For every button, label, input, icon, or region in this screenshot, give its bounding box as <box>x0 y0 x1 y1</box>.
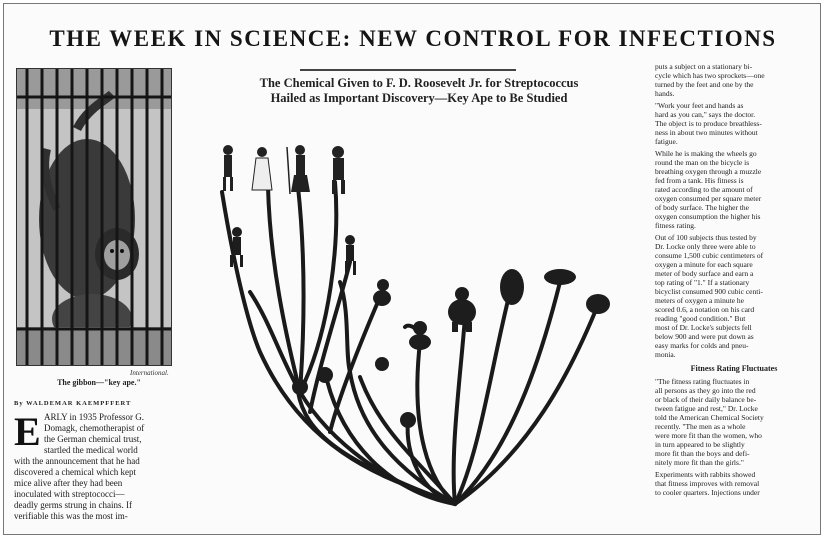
article-line: all persons as they go into the red <box>655 386 756 395</box>
article-line: reading "good condition." But <box>655 314 746 323</box>
article-line: monia. <box>655 350 676 359</box>
tree-branch <box>298 187 304 392</box>
intro-line: mice alive after they had been <box>14 478 123 488</box>
article-line: meter of body surface and earn a <box>655 269 754 278</box>
article-line: tween fatigue and rest," Dr. Locke <box>655 404 758 413</box>
article-line: recently. "The men as a whole <box>655 422 746 431</box>
article-line: that fitness improves with removal <box>655 479 760 488</box>
article-line: bicyclist consumed 900 cubic centi- <box>655 287 763 296</box>
evolution-tree-illustration <box>190 132 650 510</box>
article-line: nitely more fit than the girls." <box>655 458 744 467</box>
intro-line: discovered a chemical which kept <box>14 467 136 477</box>
article-line: consume 1,500 cubic centimeters of <box>655 251 764 260</box>
intro-line: startled the medical world <box>44 445 138 455</box>
drop-cap: E <box>14 409 41 454</box>
article-line: of body surface. The higher the <box>655 203 749 212</box>
article-line: scored 0.6, a notation on his card <box>655 305 755 314</box>
article-line: easy marks for colds and pneu- <box>655 341 749 350</box>
byline: By WALDEMAR KAEMPFFERT <box>14 400 132 407</box>
article-line: below 900 and were put down as <box>655 332 754 341</box>
article-line: oxygen consumed per square meter <box>655 194 762 203</box>
article-line: fed from a tank. His fitness is <box>655 176 744 185</box>
article-line: round the man on the bicycle is <box>655 158 750 167</box>
article-line: were more fit than the women, who <box>655 431 762 440</box>
article-line: ness in about two minutes without <box>655 128 758 137</box>
gibbon-in-cage-image <box>17 69 171 365</box>
article-line: in turn appeared to be slightly <box>655 440 745 449</box>
section-heading: Fitness Rating Fluctuates <box>690 364 778 373</box>
intro-line: deadly germs strung in chains. If <box>14 500 132 510</box>
article-line: "Work your feet and hands as <box>655 101 744 110</box>
article-line: told the American Chemical Society <box>655 413 764 422</box>
article-line: oxygen a minute for each square <box>655 260 753 269</box>
article-line: meters of oxygen a minute he <box>655 296 744 305</box>
intro-line: verifiable this was the most im- <box>14 511 128 521</box>
article-line: breathing oxygen through a muzzle <box>655 167 762 176</box>
article-line: rated according to the amount of <box>655 185 753 194</box>
gibbon-photo <box>16 68 172 366</box>
article-line: "The fitness rating fluctuates in <box>655 377 750 386</box>
tree-branch <box>454 317 465 504</box>
article-line: oxygen consumption the higher his <box>655 212 761 221</box>
article-line: or black of their daily balance be- <box>655 395 757 404</box>
intro-line: the German chemical trust, <box>44 434 142 444</box>
article-line: turned by the feet and one by the <box>655 80 754 89</box>
photo-credit: International. <box>130 369 169 377</box>
subheadline-line: Hailed as Important Discovery—Key Ape to Be Studied <box>270 91 568 105</box>
article-line: most of Dr. Locke's subjects fell <box>655 323 752 332</box>
article-line: hard as you can," says the doctor. <box>655 110 756 119</box>
page-headline: THE WEEK IN SCIENCE: NEW CONTROL FOR INFECTIONS <box>49 26 777 51</box>
human-figures <box>223 145 345 194</box>
article-line: hands. <box>655 89 675 98</box>
article-line: fatigue. <box>655 137 678 146</box>
article-intro <box>14 409 172 510</box>
intro-line: with the announcement that he had <box>14 456 140 466</box>
photo-caption: The gibbon—"key ape." <box>57 378 141 387</box>
article-line: puts a subject on a stationary bi- <box>655 62 753 71</box>
intro-line: inoculated with streptococci— <box>14 489 125 499</box>
right-column-text <box>655 62 813 510</box>
subheadline-line: The Chemical Given to F. D. Roosevelt Jr. for Streptococcus <box>259 76 579 90</box>
intro-line: Domagk, chemotherapist of <box>44 423 145 433</box>
article-line: Out of 100 subjects thus tested by <box>655 233 757 242</box>
article-line: fitness rating. <box>655 221 696 230</box>
article-line: more fit than the boys and defi- <box>655 449 750 458</box>
tree-branch <box>340 282 455 504</box>
article-line: Experiments with rabbits showed <box>655 470 756 479</box>
tree-branch <box>455 312 595 504</box>
article-line: While he is making the wheels go <box>655 149 757 158</box>
subheadline <box>196 76 642 106</box>
subhead-rule <box>300 69 516 71</box>
article-line: top rating of "1." If a stationary <box>655 278 750 287</box>
article-line: Dr. Locke only three were able to <box>655 242 756 251</box>
article-line: cycle which has two sprockets—one <box>655 71 765 80</box>
intro-line: ARLY in 1935 Professor G. <box>44 412 145 422</box>
article-line: to cooler quarters. Injections under <box>655 488 760 497</box>
article-line: The object is to produce breathless- <box>655 119 762 128</box>
